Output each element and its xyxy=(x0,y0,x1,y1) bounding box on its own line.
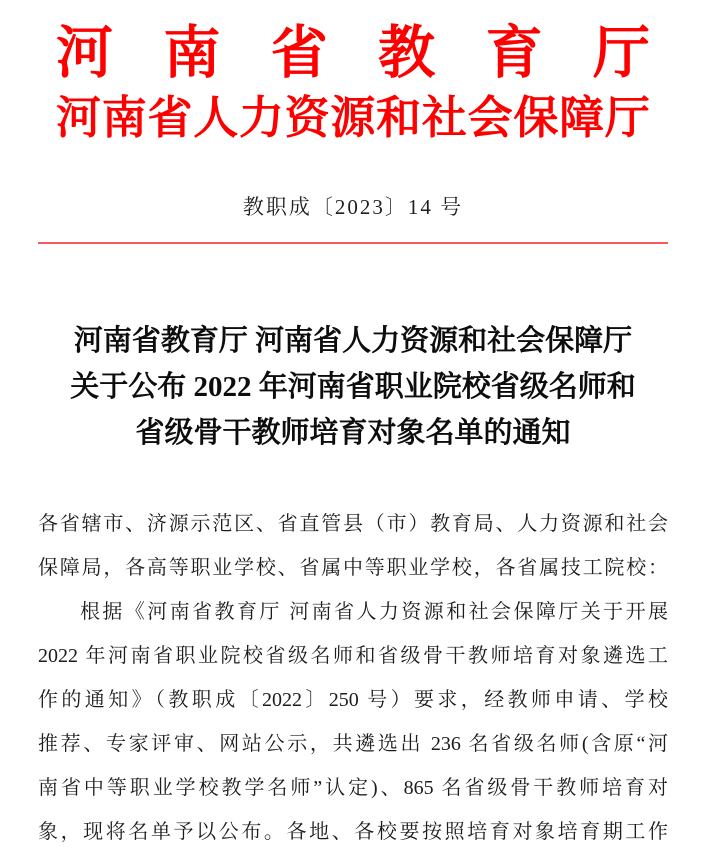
title-line-1: 河南省教育厅 河南省人力资源和社会保障厅 xyxy=(73,325,633,357)
paragraph-line-3: 作的通知》（教职成〔2022〕250 号）要求，经教师申请、学校 xyxy=(38,689,668,711)
paragraph-line-4: 推荐、专家评审、网站公示，共遴选出 236 名省级名师(含原“河 xyxy=(38,733,668,755)
paragraph-line-5: 南省中等职业学校教学名师”认定)、865 名省级骨干教师培育对 xyxy=(38,777,668,799)
paragraph-line-1: 根据《河南省教育厅 河南省人力资源和社会保障厅关于开展 xyxy=(80,601,668,623)
title-line-2: 关于公布 2022 年河南省职业院校省级名师和 xyxy=(70,371,636,403)
document-title xyxy=(38,318,668,456)
document-body xyxy=(38,502,668,854)
agency-name-secondary: 河 南 省 人 力 资 源 和 社 会 保 障 厅 xyxy=(56,93,650,143)
paragraph-line-6: 象，现将名单予以公布。各地、各校要按照培育对象培育期工作 xyxy=(38,821,668,843)
salutation-line-2: 保障局，各高等职业学校、省属中等职业学校，各省属技工院校： xyxy=(38,557,668,579)
letterhead xyxy=(0,0,706,148)
agency-name-primary: 河 南 省 教 育 厅 xyxy=(56,22,650,85)
document-number: 教职成〔2023〕14 号 xyxy=(242,195,464,219)
paragraph-line-2: 2022 年河南省职业院校省级名师和省级骨干教师培育对象遴选工 xyxy=(38,645,668,667)
salutation-line-1: 各省辖市、济源示范区、省直管县（市）教育局、人力资源和社会 xyxy=(38,513,668,535)
red-divider-line xyxy=(38,242,668,244)
title-line-3: 省级骨干教师培育对象名单的通知 xyxy=(135,417,571,449)
